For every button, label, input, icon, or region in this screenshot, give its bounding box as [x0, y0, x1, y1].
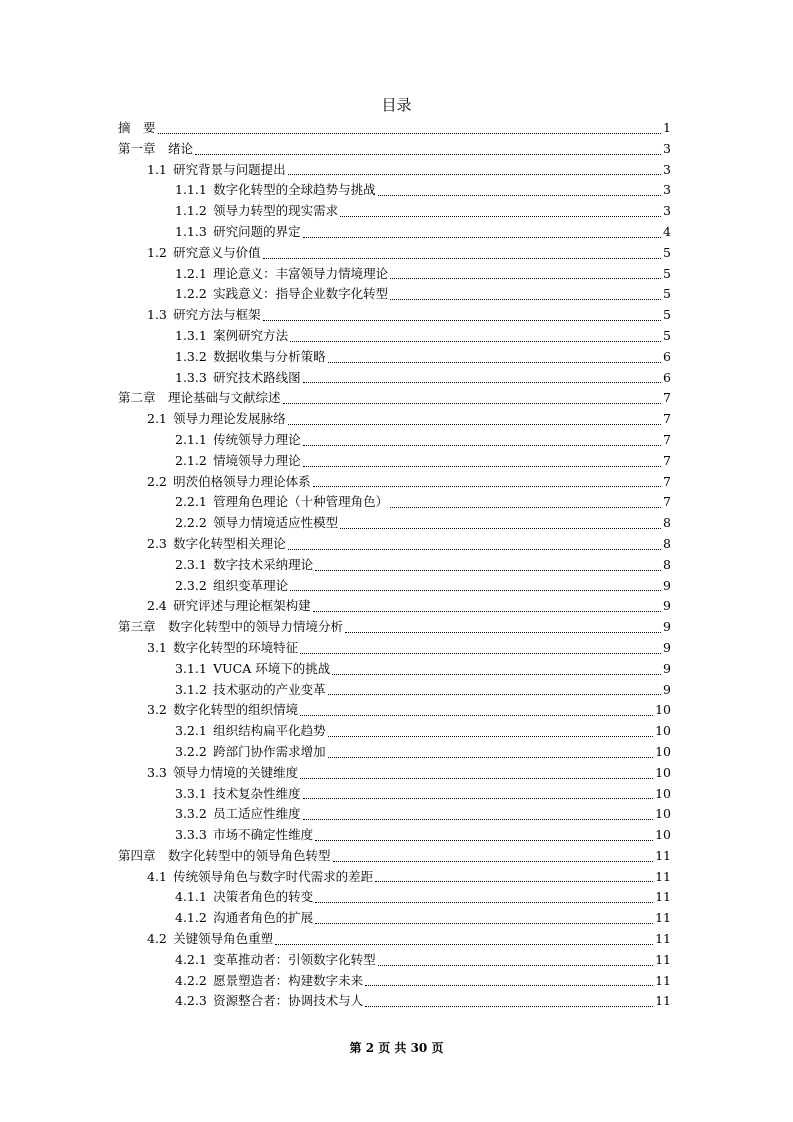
- toc-entry-page: 10: [655, 806, 671, 822]
- toc-entry[interactable]: [118, 388, 671, 409]
- toc-entry-label: 理论基础与文献综述: [168, 390, 281, 406]
- dot-leader: [303, 445, 661, 446]
- toc-entry-number: 1.3.1: [175, 327, 207, 343]
- toc-entry-label: 领导力情境适应性模型: [213, 515, 339, 531]
- toc-entry-number: 3.3.1: [175, 785, 207, 801]
- toc-entry-page: 11: [655, 889, 671, 905]
- toc-entry-number: 1.1.1: [175, 182, 207, 198]
- dot-leader: [333, 861, 654, 862]
- toc-entry[interactable]: [118, 555, 671, 576]
- toc-entry[interactable]: [118, 451, 671, 472]
- toc-entry-page: 10: [655, 702, 671, 718]
- dot-leader: [328, 757, 654, 758]
- toc-entry[interactable]: [118, 929, 671, 950]
- toc-entry-label: 案例研究方法: [213, 327, 289, 343]
- toc-entry-label: 数据收集与分析策略: [213, 348, 326, 364]
- toc-entry[interactable]: [118, 264, 671, 285]
- toc-entry-page: 6: [663, 369, 671, 385]
- dot-leader: [275, 944, 653, 945]
- dot-leader: [158, 133, 662, 134]
- toc-entry-label: 情境领导力理论: [213, 452, 301, 468]
- dot-leader: [315, 570, 661, 571]
- toc-entry-label: 数字化转型的环境特征: [173, 639, 299, 655]
- toc-entry-label: 决策者角色的转变: [213, 889, 314, 905]
- toc-entry-page: 1: [663, 120, 671, 135]
- page-footer: 第 2 页 共 30 页: [349, 1041, 444, 1055]
- dot-leader: [378, 195, 661, 196]
- toc-entry-label: 员工适应性维度: [213, 806, 301, 822]
- toc-entry-label: 沟通者角色的扩展: [213, 910, 314, 926]
- toc-entry-number: 1.2.1: [175, 265, 207, 281]
- toc-entry[interactable]: [118, 825, 671, 846]
- dot-leader: [340, 216, 661, 217]
- toc-entry-number: 摘 要: [118, 120, 156, 135]
- toc-entry-label: 技术复杂性维度: [213, 785, 301, 801]
- toc-entry[interactable]: [118, 908, 671, 929]
- toc-entry-number: 1.3.2: [175, 348, 207, 364]
- toc-entry[interactable]: [118, 118, 671, 139]
- toc-entry-label: 数字化转型的全球趋势与挑战: [213, 182, 376, 198]
- toc-entry-page: 7: [663, 452, 671, 468]
- toc-entry-number: 1.2: [147, 244, 167, 260]
- toc-entry-number: 3.3: [147, 764, 167, 780]
- toc-entry-number: 2.1: [147, 411, 167, 427]
- toc-entry-page: 3: [663, 140, 671, 156]
- toc-entry-label: 研究问题的界定: [213, 223, 301, 239]
- toc-entry[interactable]: [118, 326, 671, 347]
- toc-entry-label: 市场不确定性维度: [213, 827, 314, 843]
- toc-entry[interactable]: [118, 305, 671, 326]
- dot-leader: [340, 528, 661, 529]
- toc-entry-page: 5: [663, 244, 671, 260]
- toc-entry-number: 4.1.2: [175, 910, 207, 926]
- toc-entry-page: 11: [655, 868, 671, 884]
- dot-leader: [315, 902, 653, 903]
- dot-leader: [288, 174, 661, 175]
- toc-entry[interactable]: [118, 368, 671, 389]
- toc-entry[interactable]: [118, 139, 671, 160]
- toc-entry-number: 4.2.3: [175, 993, 207, 1009]
- toc-entry[interactable]: [118, 680, 671, 701]
- dot-leader: [315, 840, 653, 841]
- toc-entry[interactable]: [118, 846, 671, 867]
- toc-entry-number: 2.3.1: [175, 556, 207, 572]
- toc-entry-page: 11: [655, 993, 671, 1009]
- toc-entry-label: 数字化转型中的领导力情境分析: [168, 619, 344, 635]
- toc-entry-label: 研究技术路线图: [213, 369, 301, 385]
- toc-entry-label: 技术驱动的产业变革: [213, 681, 326, 697]
- toc-entry-number: 2.1.1: [175, 431, 207, 447]
- toc-entry[interactable]: [118, 784, 671, 805]
- toc-entry-page: 7: [663, 494, 671, 510]
- toc-entry-label: 数字化转型中的领导角色转型: [168, 847, 331, 863]
- dot-leader: [263, 320, 661, 321]
- toc-entry-number: 2.2.2: [175, 515, 207, 531]
- toc-entry-number: 2.4: [147, 598, 167, 614]
- toc-entry-number: 1.1.3: [175, 223, 207, 239]
- toc-entry[interactable]: [118, 991, 671, 1012]
- toc-entry-page: 10: [655, 827, 671, 843]
- toc-entry-label: VUCA 环境下的挑战: [213, 660, 331, 676]
- dot-leader: [365, 1006, 653, 1007]
- toc-entry-page: 5: [663, 286, 671, 302]
- toc-entry-number: 4.2.1: [175, 951, 207, 967]
- dot-leader: [288, 424, 661, 425]
- toc-entry-number: 1.1: [147, 161, 167, 177]
- toc-entry[interactable]: [118, 971, 671, 992]
- toc-entry[interactable]: [118, 638, 671, 659]
- dot-leader: [290, 341, 661, 342]
- toc-entry-number: 第一章: [118, 140, 156, 156]
- toc-entry-number: 3.1.2: [175, 681, 207, 697]
- toc-entry[interactable]: [118, 472, 671, 493]
- toc-entry-page: 10: [655, 743, 671, 759]
- toc-entry-number: 1.2.2: [175, 286, 207, 302]
- toc-entry-label: 研究背景与问题提出: [173, 161, 286, 177]
- toc-entry-label: 变革推动者：引领数字化转型: [213, 951, 376, 967]
- toc-entry-number: 1.1.2: [175, 203, 207, 219]
- dot-leader: [390, 507, 661, 508]
- toc-entry[interactable]: [118, 617, 671, 638]
- toc-entry-label: 研究方法与框架: [173, 307, 261, 323]
- toc-entry-number: 2.3: [147, 535, 167, 551]
- toc-entry-page: 9: [663, 639, 671, 655]
- dot-leader: [375, 881, 653, 882]
- toc-entry-number: 2.1.2: [175, 452, 207, 468]
- toc-entry-label: 研究评述与理论框架构建: [173, 598, 311, 614]
- toc-entry-label: 传统领导角色与数字时代需求的差距: [173, 868, 374, 884]
- toc-title: 目录: [381, 96, 412, 114]
- toc-entry-label: 数字化转型相关理论: [173, 535, 286, 551]
- toc-entry-label: 数字化转型的组织情境: [173, 702, 299, 718]
- dot-leader: [313, 611, 661, 612]
- toc-entry[interactable]: [118, 284, 671, 305]
- toc-entry-page: 3: [663, 182, 671, 198]
- toc-entry-number: 3.2.2: [175, 743, 207, 759]
- toc-entry-page: 11: [655, 931, 671, 947]
- toc-entry-page: 9: [663, 619, 671, 635]
- dot-leader: [303, 819, 654, 820]
- toc-entry-page: 9: [663, 681, 671, 697]
- dot-leader: [332, 674, 661, 675]
- toc-entry-label: 跨部门协作需求增加: [213, 743, 326, 759]
- dot-leader: [300, 715, 653, 716]
- toc-entry-page: 4: [663, 223, 671, 239]
- toc-entry-page: 8: [663, 515, 671, 531]
- toc-entry-page: 11: [655, 847, 671, 863]
- toc-entry-number: 2.3.2: [175, 577, 207, 593]
- toc-entry-page: 11: [655, 972, 671, 988]
- dot-leader: [328, 736, 654, 737]
- toc-entry-label: 愿景塑造者：构建数字未来: [213, 972, 364, 988]
- dot-leader: [263, 258, 661, 259]
- toc-entry-number: 第二章: [118, 390, 156, 406]
- dot-leader: [288, 549, 661, 550]
- dot-leader: [345, 632, 661, 633]
- toc-entry[interactable]: [118, 409, 671, 430]
- dot-leader: [328, 362, 661, 363]
- toc-entry-page: 8: [663, 556, 671, 572]
- toc-entry-number: 3.1: [147, 639, 167, 655]
- toc-entry-number: 4.1: [147, 868, 167, 884]
- dot-leader: [300, 653, 661, 654]
- toc-entry-label: 理论意义：丰富领导力情境理论: [213, 265, 389, 281]
- toc-entry-page: 7: [663, 431, 671, 447]
- table-of-contents: [118, 118, 671, 1012]
- toc-entry[interactable]: [118, 430, 671, 451]
- toc-entry[interactable]: [118, 160, 671, 181]
- toc-entry-page: 9: [663, 598, 671, 614]
- toc-entry-label: 组织变革理论: [213, 577, 289, 593]
- toc-entry[interactable]: [118, 742, 671, 763]
- toc-entry-label: 领导力情境的关键维度: [173, 764, 299, 780]
- toc-entry-label: 资源整合者：协调技术与人: [213, 993, 364, 1009]
- toc-entry[interactable]: [118, 867, 671, 888]
- toc-entry-number: 3.2: [147, 702, 167, 718]
- dot-leader: [303, 382, 661, 383]
- toc-entry-label: 领导力理论发展脉络: [173, 411, 286, 427]
- toc-entry-page: 11: [655, 951, 671, 967]
- toc-entry[interactable]: [118, 659, 671, 680]
- toc-entry-label: 研究意义与价值: [173, 244, 261, 260]
- toc-entry-label: 传统领导力理论: [213, 431, 301, 447]
- dot-leader: [365, 985, 653, 986]
- toc-entry-number: 1.3.3: [175, 369, 207, 385]
- toc-entry-label: 明茨伯格领导力理论体系: [173, 473, 311, 489]
- toc-entry-number: 4.2.2: [175, 972, 207, 988]
- toc-entry[interactable]: [118, 180, 671, 201]
- toc-entry[interactable]: [118, 576, 671, 597]
- toc-entry[interactable]: [118, 513, 671, 534]
- toc-entry-number: 4.2: [147, 931, 167, 947]
- toc-entry[interactable]: [118, 347, 671, 368]
- toc-entry-page: 5: [663, 307, 671, 323]
- dot-leader: [283, 403, 662, 404]
- dot-leader: [315, 923, 653, 924]
- toc-entry[interactable]: [118, 804, 671, 825]
- toc-entry-page: 3: [663, 161, 671, 177]
- toc-entry-number: 第三章: [118, 619, 156, 635]
- toc-entry-page: 6: [663, 348, 671, 364]
- toc-entry-label: 领导力转型的现实需求: [213, 203, 339, 219]
- toc-entry[interactable]: [118, 492, 671, 513]
- toc-entry-page: 11: [655, 910, 671, 926]
- toc-entry-label: 绪论: [168, 140, 194, 156]
- toc-entry[interactable]: [118, 763, 671, 784]
- toc-entry-number: 2.2: [147, 473, 167, 489]
- toc-entry-page: 3: [663, 203, 671, 219]
- dot-leader: [300, 778, 653, 779]
- toc-entry-page: 10: [655, 764, 671, 780]
- toc-entry[interactable]: [118, 887, 671, 908]
- dot-leader: [303, 798, 654, 799]
- toc-entry-number: 1.3: [147, 307, 167, 323]
- toc-entry-page: 5: [663, 265, 671, 281]
- dot-leader: [390, 299, 661, 300]
- toc-entry-label: 实践意义：指导企业数字化转型: [213, 286, 389, 302]
- toc-entry-number: 3.3.3: [175, 827, 207, 843]
- toc-entry-page: 5: [663, 327, 671, 343]
- dot-leader: [313, 486, 661, 487]
- toc-entry-label: 管理角色理论（十种管理角色）: [213, 494, 389, 510]
- toc-entry-number: 2.2.1: [175, 494, 207, 510]
- toc-entry-page: 9: [663, 577, 671, 593]
- toc-entry-number: 4.1.1: [175, 889, 207, 905]
- toc-entry-number: 3.1.1: [175, 660, 207, 676]
- toc-entry-label: 关键领导角色重塑: [173, 931, 274, 947]
- dot-leader: [195, 154, 661, 155]
- toc-entry-number: 3.3.2: [175, 806, 207, 822]
- toc-entry[interactable]: [118, 950, 671, 971]
- dot-leader: [390, 278, 661, 279]
- toc-entry-page: 10: [655, 723, 671, 739]
- dot-leader: [378, 965, 654, 966]
- toc-entry-page: 9: [663, 660, 671, 676]
- toc-entry[interactable]: [118, 700, 671, 721]
- toc-entry-page: 7: [663, 390, 671, 406]
- toc-entry-label: 组织结构扁平化趋势: [213, 723, 326, 739]
- toc-entry-number: 第四章: [118, 847, 156, 863]
- toc-entry[interactable]: [118, 222, 671, 243]
- dot-leader: [303, 237, 661, 238]
- toc-entry[interactable]: [118, 596, 671, 617]
- toc-entry-label: 数字技术采纳理论: [213, 556, 314, 572]
- toc-entry[interactable]: [118, 721, 671, 742]
- toc-entry-page: 7: [663, 473, 671, 489]
- dot-leader: [303, 466, 661, 467]
- toc-entry-number: 3.2.1: [175, 723, 207, 739]
- toc-entry-page: 7: [663, 411, 671, 427]
- toc-entry[interactable]: [118, 534, 671, 555]
- toc-entry-page: 10: [655, 785, 671, 801]
- toc-entry[interactable]: [118, 243, 671, 264]
- toc-entry[interactable]: [118, 201, 671, 222]
- toc-entry-page: 8: [663, 535, 671, 551]
- dot-leader: [328, 694, 661, 695]
- dot-leader: [290, 590, 661, 591]
